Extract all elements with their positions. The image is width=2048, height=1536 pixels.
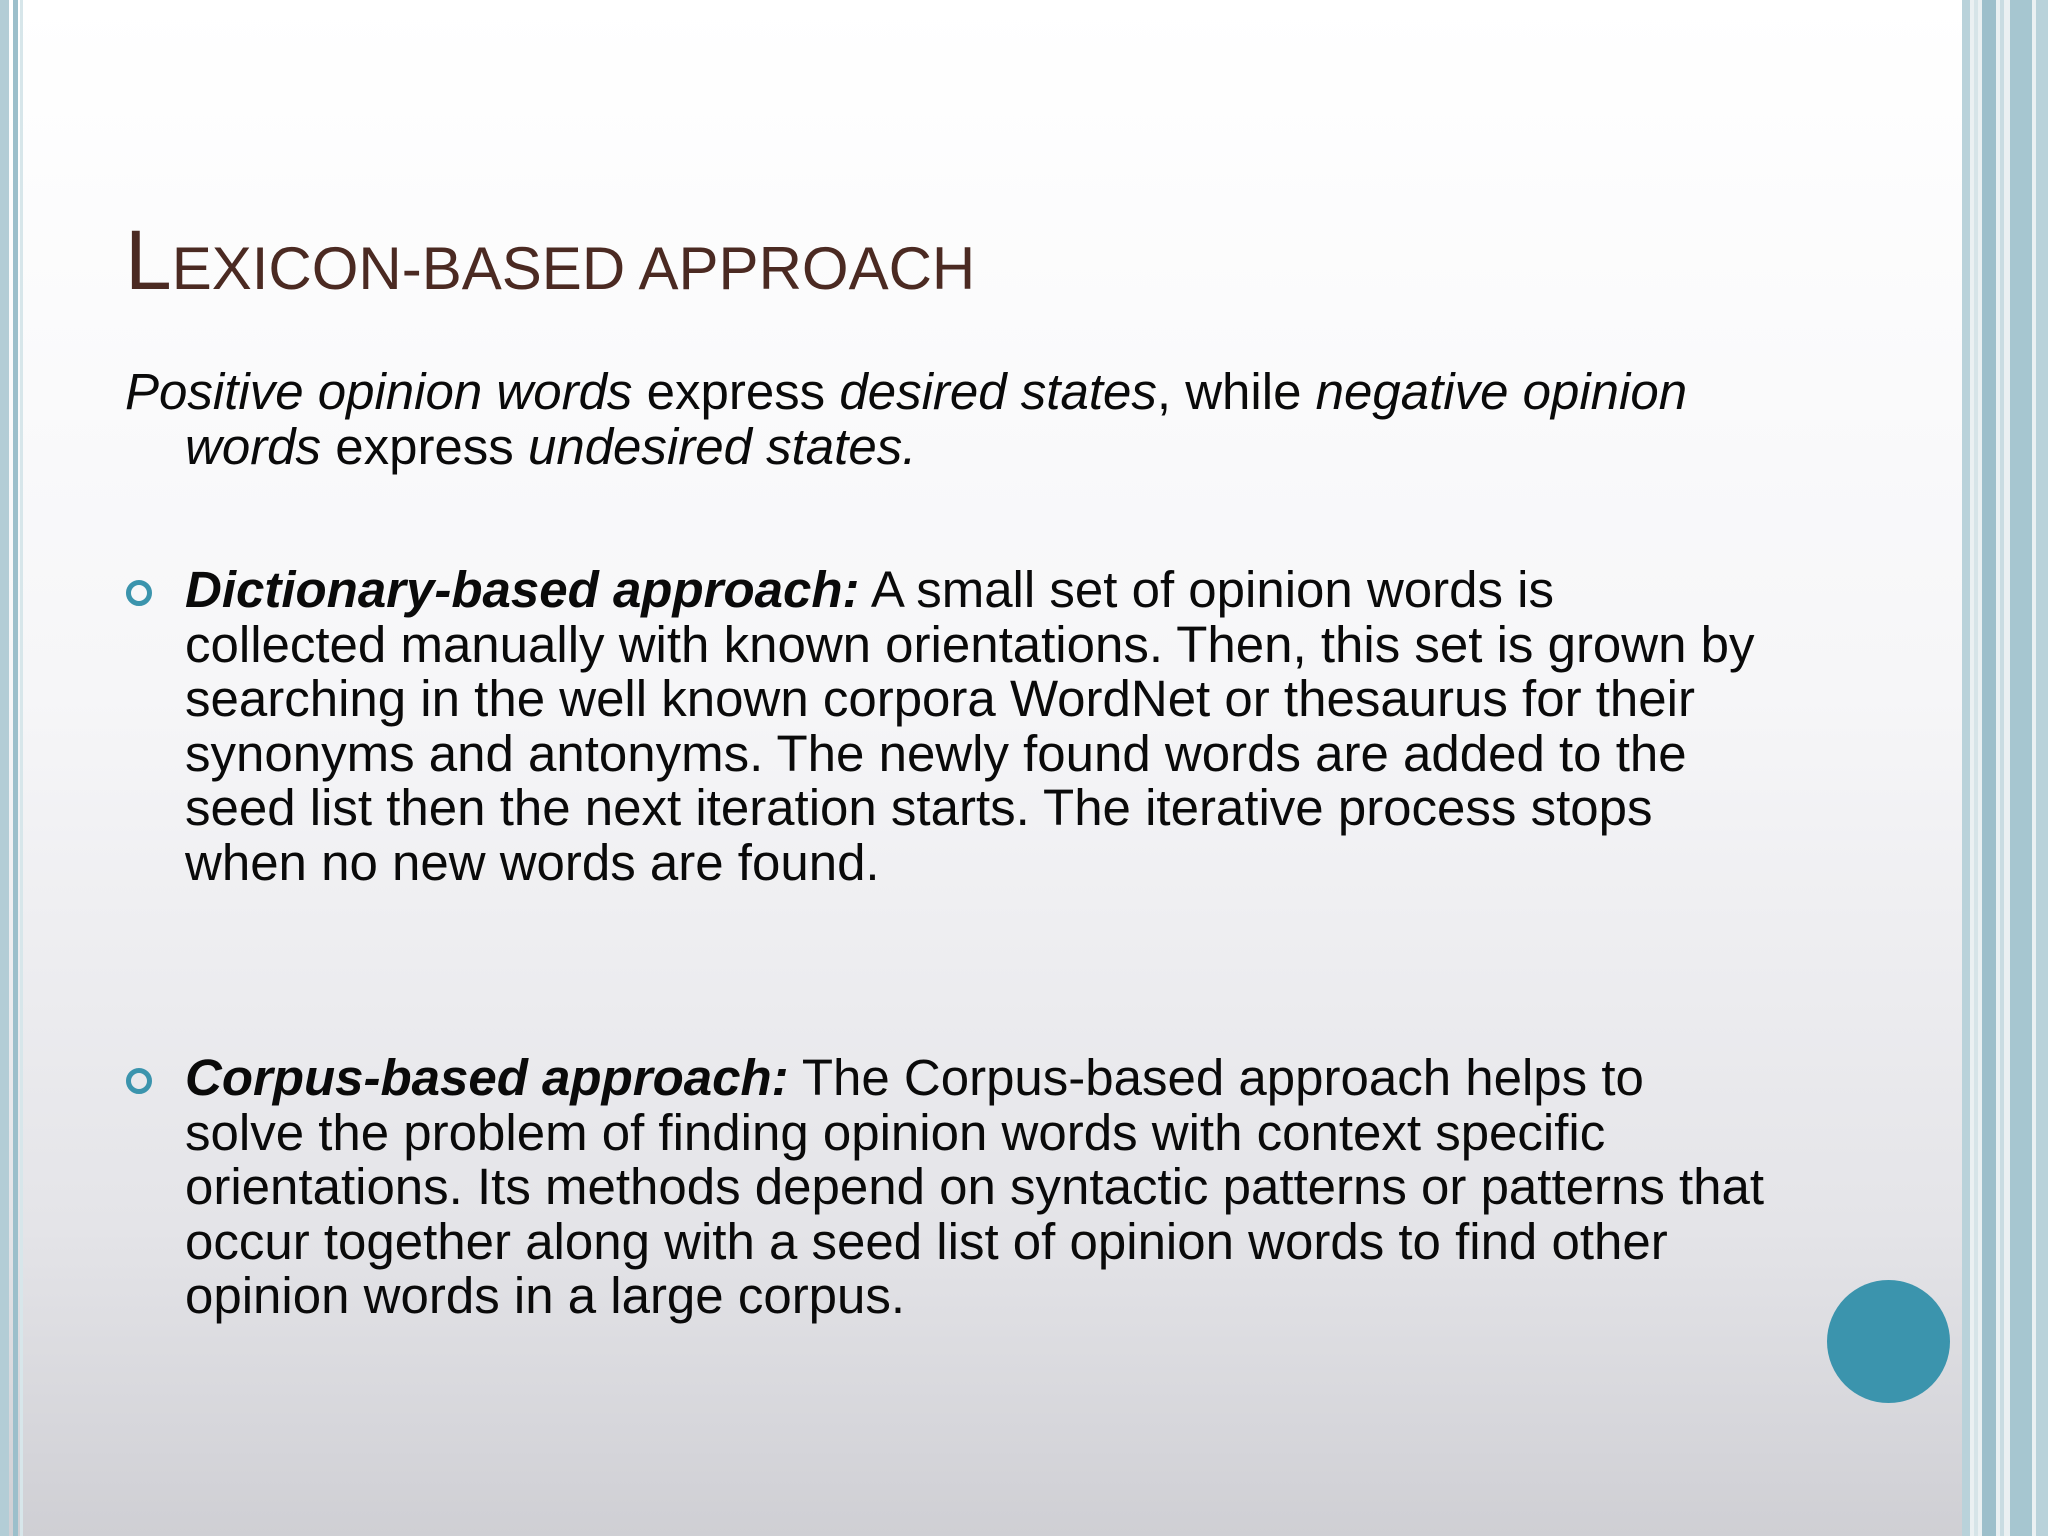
bullet-ring-icon bbox=[126, 580, 152, 606]
right-frame-stripe bbox=[1982, 0, 1996, 1536]
decorative-circle bbox=[1827, 1280, 1950, 1403]
bullet-text: A small set of opinion words is collected manually with known orientations. Then, this set is grown by searching in the well known corpora WordNet or thesaurus for their synonyms and antonyms. The newly found words are added to the seed list then the next iteration starts. The iterative process stops when no new words are found. bbox=[185, 561, 1755, 891]
intro-positive-term: Positive opinion words bbox=[125, 363, 633, 420]
intro-desired-term: desired states bbox=[839, 363, 1157, 420]
bullet-dictionary-based bbox=[125, 563, 1765, 890]
left-frame-stripe bbox=[20, 0, 23, 1536]
bullet-term: Corpus-based approach: bbox=[185, 1049, 789, 1106]
intro-paragraph bbox=[125, 365, 1765, 474]
bullet-corpus-based bbox=[125, 1051, 1765, 1324]
right-frame-stripe bbox=[1962, 0, 1970, 1536]
left-frame-stripe bbox=[0, 0, 9, 1536]
intro-text: , while bbox=[1156, 363, 1316, 420]
right-frame-stripe bbox=[2036, 0, 2048, 1536]
right-frame-stripe bbox=[1974, 0, 1978, 1536]
intro-text: express bbox=[321, 417, 528, 475]
bullet-ring-icon bbox=[126, 1068, 152, 1094]
right-frame-stripe bbox=[2010, 0, 2032, 1536]
intro-negative-term: negative opinion words bbox=[185, 363, 1688, 475]
bullet-text: The Corpus-based approach helps to solve the problem of finding opinion words with context specific orientations. Its methods depend on syntactic patterns or patterns that occur together along with a seed list of opinion words to find other opinion words in a large corpus. bbox=[185, 1049, 1765, 1324]
slide-title: LEXICON-BASED APPROACH bbox=[125, 213, 976, 307]
intro-undesired-term: undesired states. bbox=[527, 417, 917, 475]
right-frame-stripe bbox=[2000, 0, 2004, 1536]
bullet-term: Dictionary-based approach: bbox=[185, 561, 860, 618]
intro-text: express bbox=[632, 363, 840, 420]
left-frame-stripe bbox=[13, 0, 18, 1536]
